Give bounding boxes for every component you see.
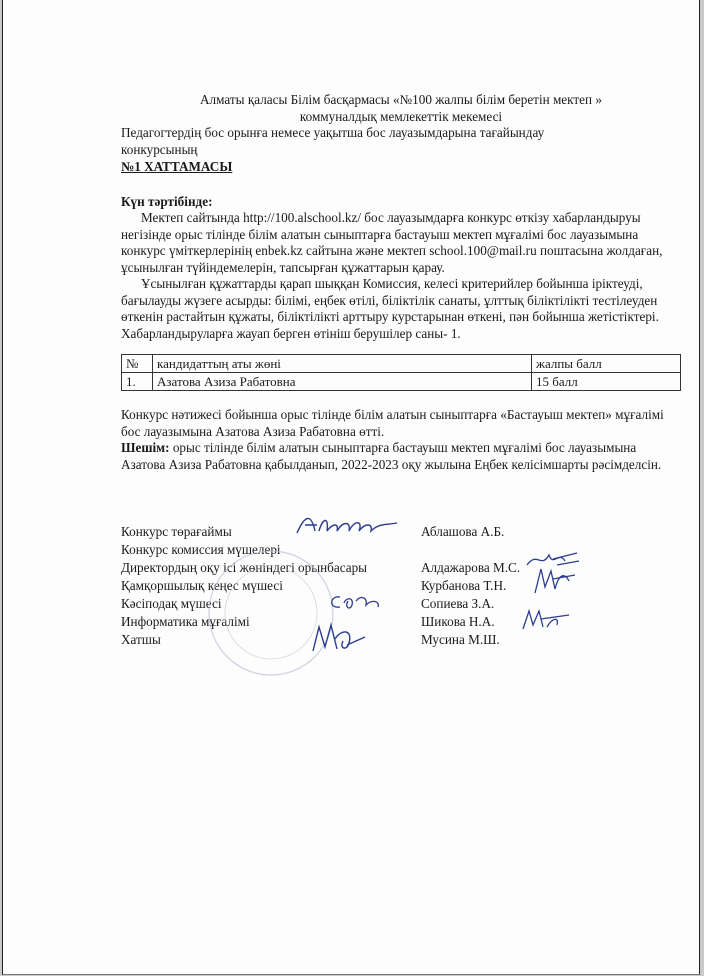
document-page bbox=[2, 0, 700, 975]
signatory-role: Хатшы bbox=[121, 632, 161, 647]
table-header-row bbox=[122, 355, 681, 373]
document-body bbox=[121, 92, 681, 649]
signature-block bbox=[121, 523, 681, 649]
school-type-line: коммуналдық мемлекеттік мекемесі bbox=[299, 108, 503, 124]
competition-title-line: Педагогтердің бос орынға немесе уақытша бос лауазымдарына тағайындау bbox=[121, 125, 545, 140]
table-row bbox=[122, 373, 681, 391]
decision-label: Шешім: bbox=[121, 440, 170, 455]
secretary-signature-icon bbox=[307, 615, 371, 659]
signatory-name: Мусина М.Ш. bbox=[421, 632, 500, 647]
school-name-line: Алматы қаласы Білім басқармасы «№100 жалпы білім беретін мектеп » bbox=[200, 92, 602, 107]
signatory-name: Шикова Н.А. bbox=[421, 614, 495, 629]
decision-text: орыс тілінде білім алатын сыныптарға бастауыш мектеп мұғалімі бос лауазымына Азатова Азиза Рабатовна қабылданып, 2022-2023 оқу жылына Еңбек келісімшарты рәсімделсін. bbox=[121, 440, 662, 472]
signatory-name: Алдажарова М.С. bbox=[421, 560, 521, 575]
trustee-signature-icon bbox=[529, 563, 579, 599]
signatory-name: Аблашова А.Б. bbox=[421, 524, 505, 539]
table-cell: Азатова Азиза Рабатовна bbox=[153, 373, 532, 391]
applicants-count: Хабарландыруларға жауап берген өтініш берушілер саны- 1. bbox=[121, 325, 461, 341]
agenda-paragraph-1: Мектеп сайтында http://100.alschool.kz/ бос лауазымдарға конкурс өткізу хабарландыруы негізінде орыс тілінде білім алатын сыныптарға бастауыш мектеп мұғалімі бос лауазымына конкурс үміткерлерінің enbek.kz сайтына және мектеп school.100@mail.ru поштасына жолдаған, ұсынылған түйіндемелерін, тапсырған құжаттарын қарау. bbox=[121, 210, 663, 275]
candidates-table bbox=[121, 354, 681, 391]
signatory-role: Кәсіподақ мүшесі bbox=[121, 596, 222, 611]
union-signature-icon bbox=[326, 589, 386, 615]
protocol-title: №1 ХАТТАМАСЫ bbox=[121, 159, 233, 174]
signatory-role: Директордың оқу ісі жөніндегі орынбасары bbox=[121, 560, 368, 575]
signatory-role: Конкурс комиссия мүшелері bbox=[121, 542, 281, 557]
signatory-role: Конкурс төрағаймы bbox=[121, 524, 232, 539]
signatory-role: Информатика мұғалімі bbox=[121, 614, 250, 629]
table-cell: 1. bbox=[122, 373, 153, 391]
table-cell: 15 балл bbox=[532, 373, 681, 391]
chair-signature-icon bbox=[293, 509, 403, 543]
signatory-role: Қамқоршылық кеңес мүшесі bbox=[121, 578, 283, 593]
result-text: Конкурс нәтижесі бойынша орыс тілінде білім алатын сыныптарға «Бастауыш мектеп» мұғалімі бос лауазымына Азатова Азиза Рабатовна өтті. bbox=[121, 407, 664, 439]
informatics-signature-icon bbox=[517, 603, 575, 637]
agenda-title: Күн тәртібінде: bbox=[121, 193, 213, 209]
signatory-name: Сопиева З.А. bbox=[421, 596, 495, 611]
official-stamp-icon bbox=[201, 543, 341, 683]
table-header-cell: кандидаттың аты жөні bbox=[153, 355, 532, 373]
competition-title-line-2: конкурсының bbox=[121, 141, 198, 157]
agenda-paragraph-2: Ұсынылған құжаттарды қарап шыққан Комиссия, келесі критерийлер бойынша іріктеуді, бағылауды жүзеге асырды: білімі, еңбек өтілі, біліктілік санаты, ұлттық біліктілікті тестілеуден өткенін растайтын құжаты, біліктілікті арттыру курстарынан өткені, пән бойынша жетістіктері. bbox=[121, 276, 659, 324]
signatory-name: Курбанова Т.Н. bbox=[421, 578, 507, 593]
table-header-cell: № bbox=[122, 355, 153, 373]
table-header-cell: жалпы балл bbox=[532, 355, 681, 373]
decision-paragraph bbox=[121, 440, 681, 473]
